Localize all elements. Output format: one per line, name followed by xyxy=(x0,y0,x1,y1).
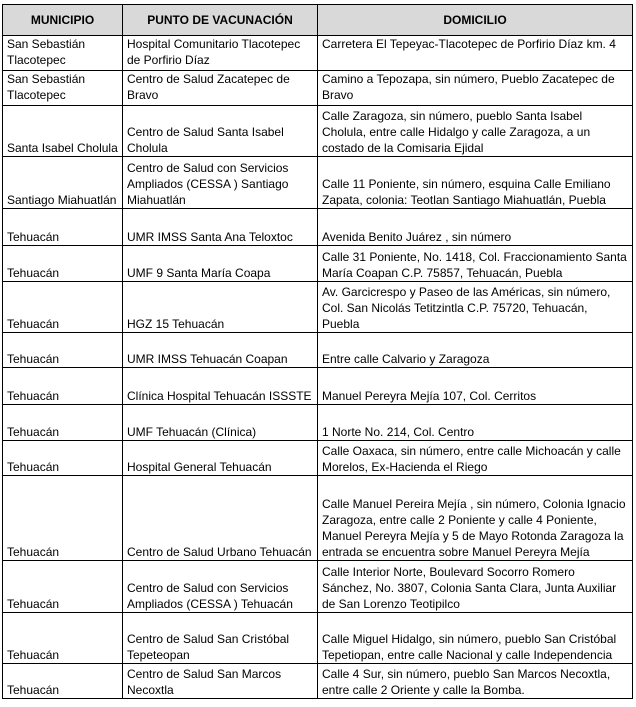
domicilio-cell: Calle Oaxaca, sin número, entre calle Michoacán y calle Morelos, Ex-Hacienda el Riego xyxy=(318,441,633,476)
municipio-cell: Tehuacán xyxy=(3,246,123,282)
punto-cell: Centro de Salud Santa Isabel Cholula xyxy=(123,106,318,157)
municipio-cell: Tehuacán xyxy=(3,282,123,333)
punto-cell: Centro de Salud San Cristóbal Tepeteopan xyxy=(123,613,318,664)
punto-cell: UMR IMSS Santa Ana Teloxtoc xyxy=(123,209,318,246)
domicilio-cell: Calle Zaragoza, sin número, pueblo Santa Isabel Cholula, entre calle Hidalgo y calle Zaragoza, a un costado de la Comisaria Ejidal xyxy=(318,106,633,157)
table-row xyxy=(3,246,633,282)
table-row xyxy=(3,333,633,368)
punto-cell: Centro de Salud Urbano Tehuacán xyxy=(123,476,318,561)
punto-cell: Centro de Salud con Servicios Ampliados (CESSA ) Tehuacán xyxy=(123,561,318,613)
table-row xyxy=(3,157,633,209)
domicilio-cell: 1 Norte No. 214, Col. Centro xyxy=(318,405,633,441)
table-row xyxy=(3,368,633,405)
table-row xyxy=(3,664,633,699)
domicilio-cell: Manuel Pereyra Mejía 107, Col. Cerritos xyxy=(318,368,633,405)
punto-cell: Hospital General Tehuacán xyxy=(123,441,318,476)
municipio-cell: Tehuacán xyxy=(3,209,123,246)
punto-cell: Centro de Salud con Servicios Ampliados (CESSA ) Santiago Miahuatlán xyxy=(123,157,318,209)
table-row xyxy=(3,71,633,106)
punto-cell: Centro de Salud San Marcos Necoxtla xyxy=(123,664,318,699)
municipio-cell: Santa Isabel Cholula xyxy=(3,106,123,157)
domicilio-cell: Avenida Benito Juárez , sin número xyxy=(318,209,633,246)
punto-cell: HGZ 15 Tehuacán xyxy=(123,282,318,333)
municipio-cell: Tehuacán xyxy=(3,664,123,699)
table-row xyxy=(3,561,633,613)
table-row xyxy=(3,36,633,71)
table-row xyxy=(3,476,633,561)
domicilio-cell: Calle Interior Norte, Boulevard Socorro Romero Sánchez, No. 3807, Colonia Santa Clara, Junta Auxiliar de San Lorenzo Teotipilco xyxy=(318,561,633,613)
header-row xyxy=(3,5,633,36)
municipio-cell: Tehuacán xyxy=(3,441,123,476)
table-row xyxy=(3,441,633,476)
municipio-cell: San Sebastián Tlacotepec xyxy=(3,71,123,106)
domicilio-cell: Entre calle Calvario y Zaragoza xyxy=(318,333,633,368)
punto-cell: UMR IMSS Tehuacán Coapan xyxy=(123,333,318,368)
table-row xyxy=(3,282,633,333)
punto-cell: UMF 9 Santa María Coapa xyxy=(123,246,318,282)
domicilio-cell: Camino a Tepozapa, sin número, Pueblo Zacatepec de Bravo xyxy=(318,71,633,106)
punto-cell: Clínica Hospital Tehuacán ISSSTE xyxy=(123,368,318,405)
domicilio-cell: Calle Miguel Hidalgo, sin número, pueblo San Cristóbal Tepetiopan, entre calle Nacional y calle Independencia xyxy=(318,613,633,664)
domicilio-cell: Calle 4 Sur, sin número, pueblo San Marcos Necoxtla, entre calle 2 Oriente y calle la Bomba. xyxy=(318,664,633,699)
table-row xyxy=(3,106,633,157)
domicilio-cell: Calle 11 Poniente, sin número, esquina Calle Emiliano Zapata, colonia: Teotlan Santiago Miahuatlán, Puebla xyxy=(318,157,633,209)
municipio-cell: Tehuacán xyxy=(3,405,123,441)
punto-cell: UMF Tehuacán (Clínica) xyxy=(123,405,318,441)
municipio-cell: Tehuacán xyxy=(3,368,123,405)
municipio-cell: San Sebastián Tlacotepec xyxy=(3,36,123,71)
municipio-cell: Santiago Miahuatlán xyxy=(3,157,123,209)
punto-cell: Hospital Comunitario Tlacotepec de Porfirio Díaz xyxy=(123,36,318,71)
header-punto-vacunacion: PUNTO DE VACUNACIÓN xyxy=(123,5,318,36)
vaccination-points-table xyxy=(2,4,633,699)
domicilio-cell: Av. Garcicrespo y Paseo de las Américas, sin número, Col. San Nicolás Tetitzintla C.P. 75720, Tehuacán, Puebla xyxy=(318,282,633,333)
domicilio-cell: Carretera El Tepeyac-Tlacotepec de Porfirio Díaz km. 4 xyxy=(318,36,633,71)
municipio-cell: Tehuacán xyxy=(3,613,123,664)
table-row xyxy=(3,405,633,441)
table-row xyxy=(3,613,633,664)
header-municipio: MUNICIPIO xyxy=(3,5,123,36)
domicilio-cell: Calle Manuel Pereira Mejía , sin número, Colonia Ignacio Zaragoza, entre calle 2 Poniente y calle 4 Poniente, Manuel Pereyra Mejía y 5 de Mayo Rotonda Zaragoza la entrada se encuentra sobre Manuel Pereyra Mejía xyxy=(318,476,633,561)
municipio-cell: Tehuacán xyxy=(3,333,123,368)
municipio-cell: Tehuacán xyxy=(3,476,123,561)
domicilio-cell: Calle 31 Poniente, No. 1418, Col. Fraccionamiento Santa María Coapan C.P. 75857, Tehuacán, Puebla xyxy=(318,246,633,282)
municipio-cell: Tehuacán xyxy=(3,561,123,613)
punto-cell: Centro de Salud Zacatepec de Bravo xyxy=(123,71,318,106)
table-row xyxy=(3,209,633,246)
header-domicilio: DOMICILIO xyxy=(318,5,633,36)
